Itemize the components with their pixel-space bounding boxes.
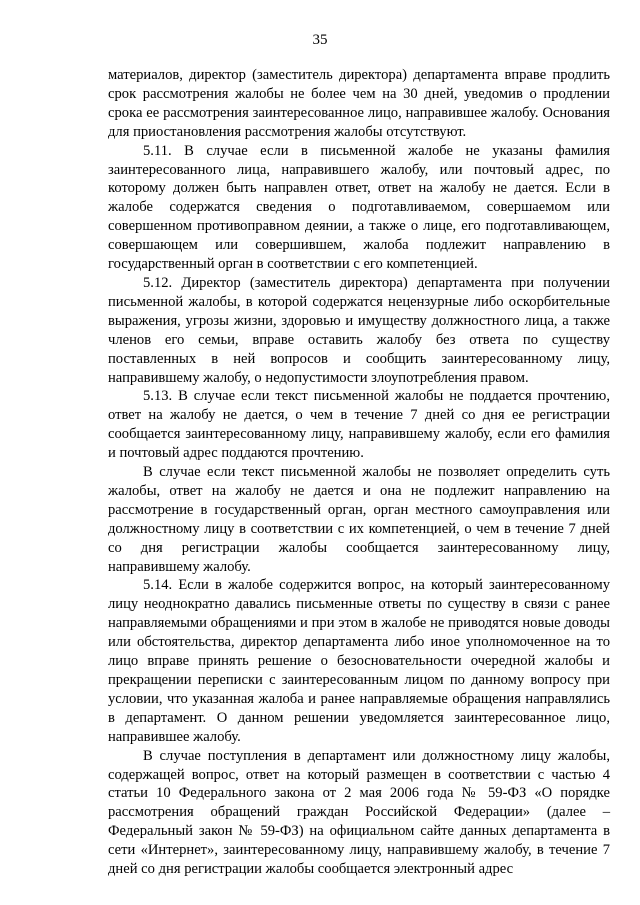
paragraph-5-14-published-answer: В случае поступления в департамент или должностному лицу жалобы, содержащей вопрос, ответ на который размещен в соответствии с частью 4 статьи 10 Федерального закона от 2 мая 2006 года № 59-ФЗ «О порядке рассмотрения обращений граждан Российской Федерации» (далее – Федеральный закон № 59-ФЗ) на официальном сайте данных департамента в сети «Интернет», заинтересованному лицу, направившему жалобу, в течение 7 дней со дня регистрации жалобы сообщается электронный адрес: [108, 747, 610, 878]
paragraph-5-11: 5.11. В случае если в письменной жалобе не указаны фамилия заинтересованного лица, направившего жалобу, или почтовый адрес, по которому должен быть направлен ответ, ответ на жалобу не дается. Если в жалобе содержатся сведения о подготавливаемом, совершаемом или совершенном противоправном деянии, а также о лице, его подготавливающем, совершающем или совершившем, жалоба подлежит направлению в государственный орган в соответствии с его компетенцией.: [108, 142, 610, 273]
paragraph-continuation: материалов, директор (заместитель директора) департамента вправе продлить срок рассмотрения жалобы не более чем на 30 дней, уведомив о продлении срока ее рассмотрения заинтересованное лицо, направившее жалобу. Основания для приостановления рассмотрения жалобы отсутствуют.: [108, 67, 610, 140]
paragraph-5-13: 5.13. В случае если текст письменной жалобы не поддается прочтению, ответ на жалобу не дается, о чем в течение 7 дней со дня ее регистрации сообщается заинтересованному лицу, направившему жалобу, если его фамилия и почтовый адрес поддаются прочтению.: [108, 388, 610, 462]
paragraph-5-13-unreadable-essence: В случае если текст письменной жалобы не позволяет определить суть жалобы, ответ на жалобу не дается и она не подлежит направлению на рассмотрение в государственный орган, орган местного самоуправления или должностному лицу в соответствии с их компетенцией, о чем в течение 7 дней со дня регистрации жалобы сообщается заинтересованному лицу, направившему жалобу.: [108, 464, 610, 575]
paragraph-5-14: 5.14. Если в жалобе содержится вопрос, на который заинтересованному лицу неоднократно давались письменные ответы по существу в связи с ранее направляемыми обращениями и при этом в жалобе не приводятся новые доводы или обстоятельства, директор департамента либо иное уполномоченное на то лицо вправе принять решение о безосновательности очередной жалобы и прекращении переписки с заинтересованным лицом по данному вопросу при условии, что указанная жалоба и ранее направляемые обращения направлялись в департамент. О данном решении уведомляется заинтересованное лицо, направившее жалобу.: [108, 577, 610, 745]
document-body: [108, 66, 610, 879]
paragraph-5-12: 5.12. Директор (заместитель директора) департамента при получении письменной жалобы, в которой содержатся нецензурные либо оскорбительные выражения, угрозы жизни, здоровью и имуществу должностного лица, а также членов его семьи, вправе оставить жалобу без ответа по существу поставленных в ней вопросов и сообщить заинтересованному лицу, направившему жалобу, о недопустимости злоупотребления правом.: [108, 274, 610, 386]
page-number: 35: [312, 32, 328, 48]
